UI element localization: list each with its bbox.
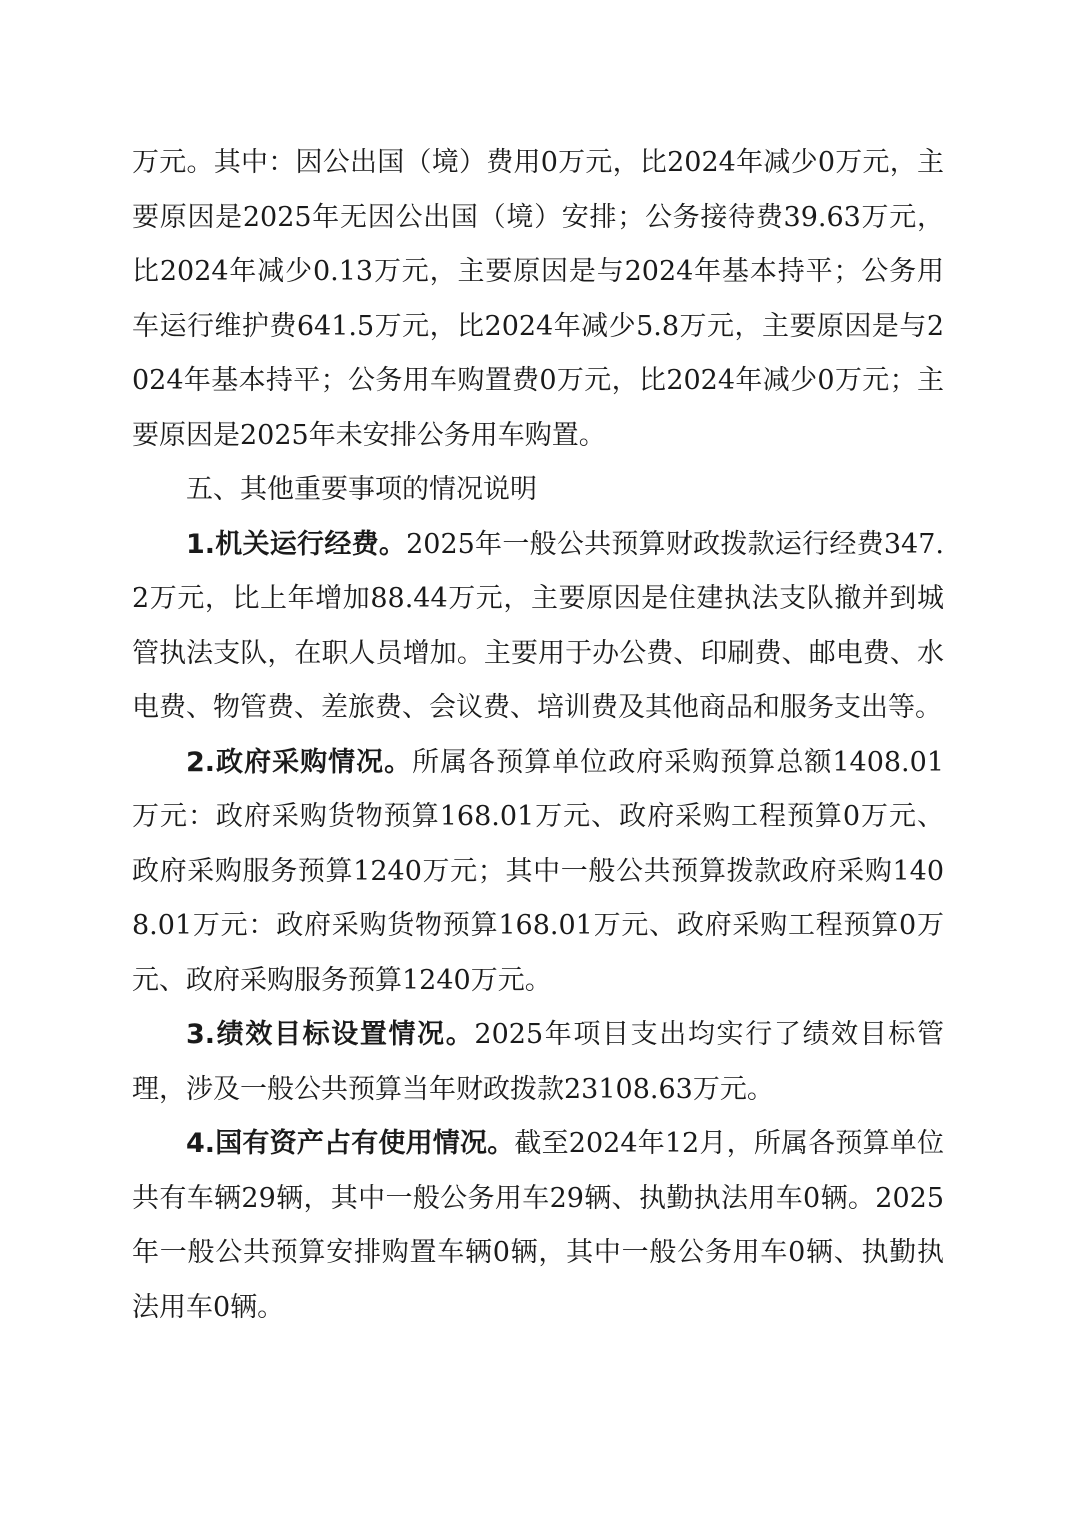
paragraph-continuation: 万元。其中：因公出国（境）费用0万元，比2024年减少0万元，主要原因是2025年无因公出国（境）安排；公务接待费39.63万元，比2024年减少0.13万元，主要原因是与2024年基本持平；公务用车运行维护费641.5万元，比2024年减少5.8万元，主要原因是与2024年基本持平；公务用车购置费0万元，比2024年减少0万元；主要原因是2025年未安排公务用车购置。 bbox=[132, 147, 944, 451]
item-1-body: 2025年一般公共预算财政拨款运行经费347.2万元，比上年增加88.44万元，主要原因是住建执法支队撤并到城管执法支队，在职人员增加。主要用于办公费、印刷费、邮电费、水电费、物管费、差旅费、会议费、培训费及其他商品和服务支出等。 bbox=[132, 528, 944, 723]
item-2-lead: 2.政府采购情况。 bbox=[186, 746, 413, 778]
item-3-lead: 3.绩效目标设置情况。 bbox=[186, 1019, 475, 1050]
item-paragraph-2 bbox=[132, 736, 944, 1009]
item-4-body: 截至2024年12月，所属各预算单位共有车辆29辆，其中一般公务用车29辆、执勤执法用车0辆。2025年一般公共预算安排购置车辆0辆，其中一般公务用车0辆、执勤执法用车0辆。 bbox=[132, 1128, 944, 1323]
section-heading: 五、其他重要事项的情况说明 bbox=[186, 474, 537, 505]
item-1-lead: 1.机关运行经费。 bbox=[186, 528, 407, 560]
document-body bbox=[132, 136, 944, 1335]
item-paragraph-3 bbox=[132, 1008, 944, 1117]
item-2-body: 所属各预算单位政府采购预算总额1408.01万元：政府采购货物预算168.01万元、政府采购工程预算0万元、政府采购服务预算1240万元；其中一般公共预算拨款政府采购1408.01万元：政府采购货物预算168.01万元、政府采购工程预算0万元、政府采购服务预算1240万元。 bbox=[132, 746, 945, 996]
item-4-lead: 4.国有资产占有使用情况。 bbox=[186, 1128, 515, 1159]
item-paragraph-4 bbox=[132, 1117, 944, 1335]
item-paragraph-1 bbox=[132, 518, 944, 736]
item-3-body: 2025年项目支出均实行了绩效目标管理，涉及一般公共预算当年财政拨款23108.63万元。 bbox=[132, 1019, 945, 1105]
